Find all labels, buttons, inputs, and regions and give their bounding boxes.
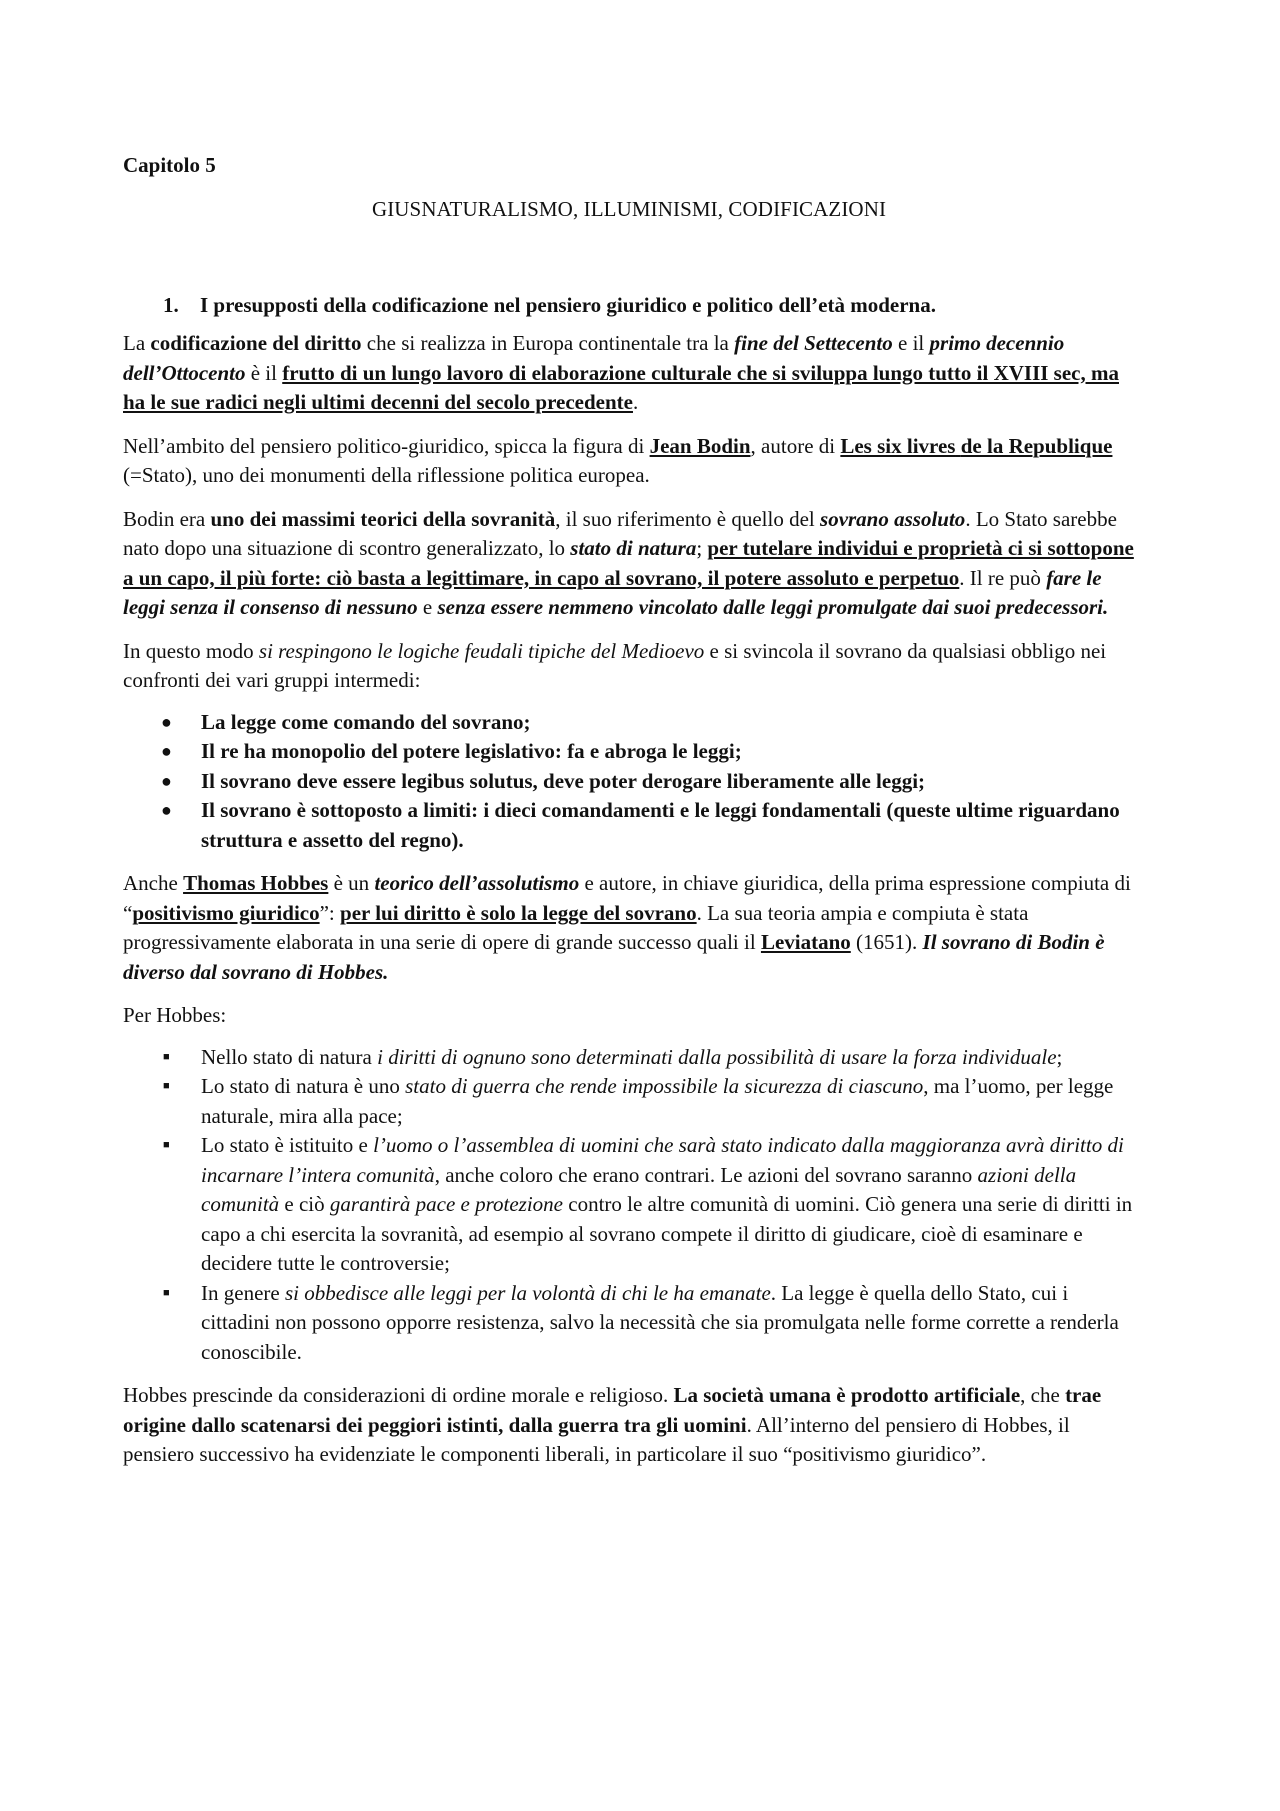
- bodin-bullet-list: [123, 708, 1135, 856]
- paragraph-codificazione: La codificazione del diritto che si realizza in Europa continentale tra la fine del Settecento e il primo decennio dell’Ottocento è il frutto di un lungo lavoro di elaborazione culturale che si sviluppa lungo tutto il XVIII sec, ma ha le sue radici negli ultimi decenni del secolo precedente.: [123, 331, 1119, 414]
- emphasis: Il sovrano di Bodin è diverso dal sovrano di Hobbes.: [123, 930, 1105, 984]
- emphasis: fine del Settecento: [734, 331, 893, 355]
- paragraph-medioevo: In questo modo si respingono le logiche feudali tipiche del Medioevo e si svincola il sovrano da qualsiasi obbligo nei confronti dei vari gruppi intermedi:: [123, 638, 1107, 692]
- emphasis: uno dei massimi teorici della sovranità: [210, 506, 556, 531]
- page-title: GIUSNATURALISMO, ILLUMINISMI, CODIFICAZIONI: [371, 197, 887, 221]
- document-page: [123, 150, 1135, 1470]
- emphasis: codificazione del diritto: [150, 331, 362, 355]
- list-item: ● Il sovrano è sottoposto a limiti: i dieci comandamenti e le leggi fondamentali (queste ultime riguardano struttura e assetto del regno).: [161, 798, 1120, 852]
- underlined-emphasis: Thomas Hobbes: [183, 871, 329, 895]
- paragraph-per-hobbes: Per Hobbes:: [123, 1003, 227, 1027]
- section-heading: [123, 290, 1135, 320]
- paragraph-bodin-intro: Nell’ambito del pensiero politico-giuridico, spicca la figura di Jean Bodin, autore di Les six livres de la Republique (=Stato), uno dei monumenti della riflessione politica europea.: [123, 433, 1113, 487]
- bullet-dot-icon: ●: [161, 800, 172, 820]
- list-item: ■ Lo stato è istituito e l’uomo o l’assemblea di uomini che sarà stato indicato dalla maggioranza avrà diritto di incarnare l’intera comunità, anche coloro che erano contrari. Le azioni del sovrano saranno azioni della comunità e ciò garantirà pace e protezione contro le altre comunità di uomini. Ciò genera una serie di diritti in capo a chi esercita la sovranità, ad esempio al sovrano compete il diritto di giudicare, cioè di esaminare e decidere tutte le controversie;: [163, 1133, 1133, 1275]
- underlined-emphasis: Les six livres: [840, 433, 956, 458]
- list-item: ■ Nello stato di natura i diritti di ognuno sono determinati dalla possibilità di usare la forza individuale;: [123, 1043, 1135, 1073]
- underlined-emphasis: Leviatano: [760, 930, 851, 954]
- underlined-emphasis: per lui diritto è solo la legge del sovrano: [340, 900, 697, 925]
- bullet-square-icon: ■: [163, 1080, 170, 1092]
- underlined-emphasis: Jean Bodin: [649, 433, 751, 458]
- bullet-dot-icon: ●: [161, 741, 172, 761]
- list-item: ● Il sovrano deve essere legibus solutus, deve poter derogare liberamente alle leggi;: [123, 767, 1135, 797]
- underlined-emphasis: per tutelare individui e proprietà ci si sottopone a un capo, il più forte: ciò basta a legittimare, in capo al sovrano, il potere assoluto e perpetuo: [123, 536, 1134, 590]
- emphasis: trae origine dallo scatenarsi dei peggiori istinti, dalla guerra tra gli uomini: [123, 1383, 1102, 1437]
- emphasis: stato di natura: [570, 536, 697, 560]
- emphasis: primo decennio dell’Ottocento: [123, 331, 1065, 385]
- list-item: ● Il re ha monopolio del potere legislativo: fa e abroga le leggi;: [123, 737, 1135, 767]
- paragraph-bodin-sovranita: Bodin era uno dei massimi teorici della sovranità, il suo riferimento è quello del sovrano assoluto. Lo Stato sarebbe nato dopo una situazione di scontro generalizzato, lo stato di natura; per tutelare individui e proprietà ci si sottopone a un capo, il più forte: ciò basta a legittimare, in capo al sovrano, il potere assoluto e perpetuo. Il re può fare le leggi senza il consenso di nessuno e senza essere nemmeno vincolato dalle leggi promulgate dai suoi predecessori.: [123, 506, 1134, 619]
- bullet-square-icon: ■: [163, 1139, 170, 1151]
- underlined-emphasis: de la Republique: [960, 433, 1113, 458]
- hobbes-bullet-list: [123, 1043, 1135, 1368]
- bullet-square-icon: ■: [163, 1050, 170, 1063]
- bullet-dot-icon: ●: [161, 770, 172, 791]
- bullet-dot-icon: ●: [161, 711, 172, 732]
- chapter-label: Capitolo 5: [123, 153, 216, 177]
- emphasis: fare le leggi senza il consenso di nessuno: [123, 565, 1102, 619]
- bullet-square-icon: ■: [163, 1286, 170, 1299]
- underlined-emphasis: positivismo giuridico: [132, 900, 320, 925]
- underlined-emphasis: frutto di un lungo lavoro di elaborazione culturale che si sviluppa lungo tutto il XVIII sec, ma ha le sue radici negli ultimi decenni del secolo precedente: [123, 360, 1119, 414]
- section-heading-text: I presupposti della codificazione nel pensiero giuridico e politico dell’età moderna.: [200, 293, 936, 317]
- list-item: ■ In genere si obbedisce alle leggi per la volontà di chi le ha emanate. La legge è quella dello Stato, cui i cittadini non possono opporre resistenza, salvo la necessità che sia promulgata nelle forme corrette a renderla conoscibile.: [163, 1280, 1119, 1364]
- list-item: ■ Lo stato di natura è uno stato di guerra che rende impossibile la sicurezza di ciascuno, ma l’uomo, per legge naturale, mira alla pace;: [163, 1074, 1114, 1128]
- emphasis: La società umana è prodotto artificiale: [673, 1383, 1021, 1407]
- paragraph-hobbes-societa: Hobbes prescinde da considerazioni di ordine morale e religioso. La società umana è prodotto artificiale, che trae origine dallo scatenarsi dei peggiori istinti, dalla guerra tra gli uomini. All’interno del pensiero di Hobbes, il pensiero successivo ha evidenziate le componenti liberali, in particolare il suo “positivismo giuridico”.: [123, 1383, 1102, 1466]
- paragraph-hobbes-intro: Anche Thomas Hobbes è un teorico dell’assolutismo e autore, in chiave giuridica, della prima espressione compiuta di “positivismo giuridico”: per lui diritto è solo la legge del sovrano. La sua teoria ampia e compiuta è stata progressivamente elaborata in una serie di opere di grande successo quali il Leviatano (1651). Il sovrano di Bodin è diverso dal sovrano di Hobbes.: [123, 871, 1131, 984]
- list-item: ● La legge come comando del sovrano;: [123, 708, 1135, 738]
- section-number: 1.: [163, 293, 179, 317]
- emphasis: si respingono le logiche feudali tipiche del Medioevo: [258, 638, 705, 663]
- emphasis: teorico dell’assolutismo: [374, 871, 580, 895]
- emphasis: sovrano assoluto: [820, 506, 966, 531]
- emphasis: senza essere nemmeno vincolato dalle leggi promulgate dai suoi predecessori.: [437, 595, 1109, 619]
